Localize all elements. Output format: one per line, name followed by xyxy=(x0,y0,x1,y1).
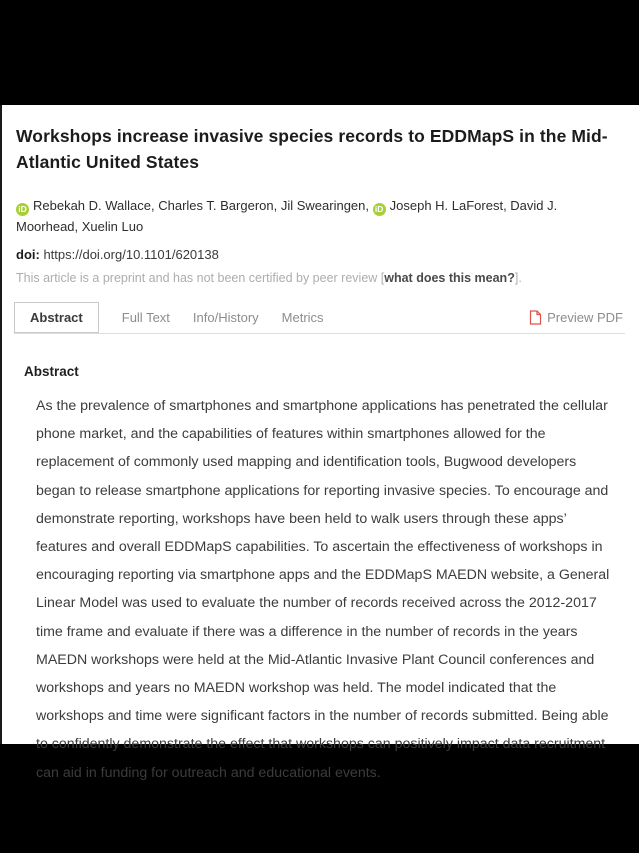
preprint-notice xyxy=(16,271,625,285)
abstract-text: As the prevalence of smartphones and smartphone applications has penetrated the cellular phone market, and the capabilities of features within smartphones allowed for the replacement of commonly used mapping and identification tools, Bugwood developers began to release smartphone applications for reporting invasive species. To encourage and demonstrate reporting, workshops have been held to walk users through these apps’ features and overall EDDMapS capabilities. To ascertain the effectiveness of workshops in encouraging reporting via smartphone apps and the EDDMapS MAEDN website, a General Linear Model was used to evaluate the number of records received across the 2012-2017 time frame and evaluate if there was a difference in the number of records in the years MAEDN workshops were held at the Mid-Atlantic Invasive Plant Council conferences and workshops and years no MAEDN workshop was held. The model indicated that the workshops and time were significant factors in the number of records submitted. Being able to confidently demonstrate the effect that workshops can positively impact data recruitment can aid in funding for outreach and educational events. xyxy=(36,398,610,781)
abstract-heading: Abstract xyxy=(24,364,79,379)
preview-pdf-label: Preview PDF xyxy=(547,310,623,325)
what-does-this-mean-link[interactable]: what does this mean? xyxy=(384,271,515,285)
authors-line xyxy=(16,195,616,237)
orcid-icon[interactable]: iD xyxy=(16,203,29,216)
preprint-notice-suffix: ]. xyxy=(514,271,522,285)
tab-full-text[interactable]: Full Text xyxy=(121,309,170,325)
tab-abstract[interactable]: Abstract xyxy=(14,302,99,333)
doi-line xyxy=(16,247,625,262)
tab-metrics[interactable]: Metrics xyxy=(281,309,324,325)
preprint-notice-text: This article is a preprint and has not been certified by peer review [ xyxy=(16,271,385,285)
authors-group-1[interactable]: Rebekah D. Wallace, Charles T. Bargeron, Jil Swearingen, xyxy=(33,198,369,213)
tab-info-history[interactable]: Info/History xyxy=(192,309,259,325)
doi-label: doi: xyxy=(16,247,40,262)
tab-bar xyxy=(14,302,625,334)
pdf-document-icon xyxy=(529,310,542,325)
preview-pdf-button[interactable] xyxy=(529,302,625,333)
orcid-icon[interactable]: iD xyxy=(373,203,386,216)
article-content-panel xyxy=(0,105,639,781)
authors-group-2[interactable]: Joseph H. LaForest, David J. Moorhead, Xuelin Luo xyxy=(16,198,558,234)
abstract-section xyxy=(24,364,625,787)
doi-link[interactable]: https://doi.org/10.1101/620138 xyxy=(43,247,219,262)
page-title: Workshops increase invasive species records to EDDMapS in the Mid-Atlantic United States xyxy=(16,126,608,172)
